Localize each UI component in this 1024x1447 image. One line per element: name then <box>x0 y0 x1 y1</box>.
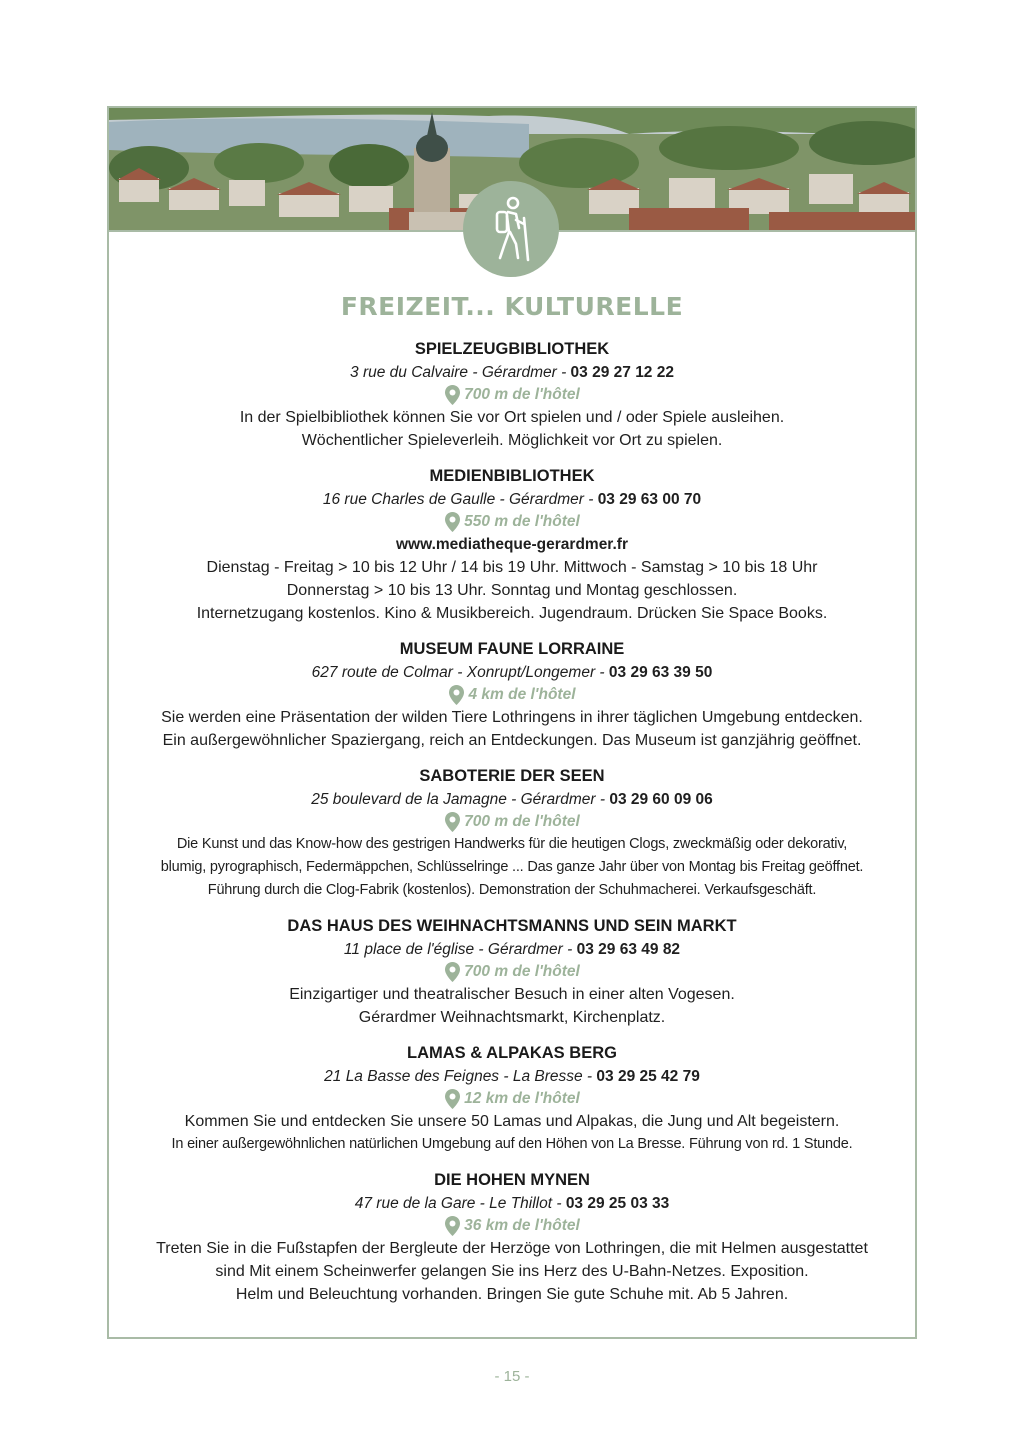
map-pin-icon <box>444 384 461 406</box>
distance <box>107 1088 917 1110</box>
distance-text: 700 m de l'hôtel <box>464 813 580 830</box>
address-text: 627 route de Colmar - Xonrupt/Longemer - <box>311 664 609 681</box>
list-item <box>107 765 917 902</box>
entry-name: SABOTERIE DER SEEN <box>419 767 605 785</box>
description-line: Treten Sie in die Fußstapfen der Bergleute der Herzöge von Lothringen, die mit Helmen ausgestattet <box>156 1240 868 1257</box>
distance <box>107 511 917 533</box>
map-pin-icon <box>444 961 461 983</box>
entry-address <box>107 1065 917 1088</box>
distance-text: 12 km de l'hôtel <box>464 1090 580 1107</box>
hiker-icon <box>480 194 542 264</box>
description-line: Einzigartiger und theatralischer Besuch in einer alten Vogesen. <box>289 986 735 1003</box>
map-pin-icon <box>444 1088 461 1110</box>
entry-name: MEDIENBIBLIOTHEK <box>429 467 595 485</box>
list-item <box>107 638 917 752</box>
distance-text: 36 km de l'hôtel <box>464 1217 580 1234</box>
distance-text: 550 m de l'hôtel <box>464 513 580 530</box>
website-link[interactable]: www.mediatheque-gerardmer.fr <box>396 536 628 553</box>
phone-number[interactable]: 03 29 60 09 06 <box>609 791 713 808</box>
map-pin-icon <box>444 811 461 833</box>
address-text: 25 boulevard de la Jamagne - Gérardmer - <box>311 791 610 808</box>
description-line: Donnerstag > 10 bis 13 Uhr. Sonntag und Montag geschlossen. <box>286 582 738 599</box>
distance-text: 700 m de l'hôtel <box>464 963 580 980</box>
entry-address <box>107 488 917 511</box>
description-line: In einer außergewöhnlichen natürlichen Umgebung auf den Höhen von La Bresse. Führung von rd. 1 Stunde. <box>171 1136 853 1152</box>
page-number: - 15 - <box>494 1368 530 1385</box>
distance <box>107 961 917 983</box>
description-line: Wöchentlicher Spieleverleih. Möglichkeit vor Ort zu spielen. <box>301 432 723 449</box>
address-text: 3 rue du Calvaire - Gérardmer - <box>350 364 571 381</box>
entry-name: LAMAS & ALPAKAS BERG <box>407 1044 617 1062</box>
entry-address <box>107 1192 917 1215</box>
distance-text: 4 km de l'hôtel <box>468 686 576 703</box>
description-line: blumig, pyrographisch, Federmäppchen, Schlüsselringe ... Das ganze Jahr über von Montag bis Freitag geöffnet. <box>160 859 864 875</box>
description-line: Dienstag - Freitag > 10 bis 12 Uhr / 14 bis 19 Uhr. Mittwoch - Samstag > 10 bis 18 Uhr <box>206 559 818 576</box>
description-line: Sie werden eine Präsentation der wilden Tiere Lothringens in ihrer täglichen Umgebung entdecken. <box>161 709 863 726</box>
list-item <box>107 1169 917 1306</box>
description-line: Führung durch die Clog-Fabrik (kostenlos). Demonstration der Schuhmacherei. Verkaufsgeschäft. <box>207 882 817 898</box>
distance <box>107 1215 917 1237</box>
entry-description <box>107 1237 917 1306</box>
description-line: Internetzugang kostenlos. Kino & Musikbereich. Jugendraum. Drücken Sie Space Books. <box>196 605 828 622</box>
phone-number[interactable]: 03 29 27 12 22 <box>570 364 674 381</box>
distance <box>107 384 917 406</box>
phone-number[interactable]: 03 29 63 49 82 <box>576 941 681 958</box>
entry-name: DAS HAUS DES WEIHNACHTSMANNS UND SEIN MARKT <box>287 917 737 935</box>
description-line: In der Spielbibliothek können Sie vor Ort spielen und / oder Spiele ausleihen. <box>239 409 785 426</box>
phone-number[interactable]: 03 29 25 03 33 <box>565 1195 670 1212</box>
entry-name: SPIELZEUGBIBLIOTHEK <box>414 340 610 358</box>
entry-address <box>107 361 917 384</box>
map-pin-icon <box>444 1215 461 1237</box>
distance <box>107 811 917 833</box>
entry-name: MUSEUM FAUNE LORRAINE <box>399 640 625 658</box>
distance-text: 700 m de l'hôtel <box>464 386 580 403</box>
description-line: Gérardmer Weihnachtsmarkt, Kirchenplatz. <box>358 1009 666 1026</box>
address-text: 16 rue Charles de Gaulle - Gérardmer - <box>322 491 598 508</box>
map-pin-icon <box>448 684 465 706</box>
description-line: Ein außergewöhnlicher Spaziergang, reich an Entdeckungen. Das Museum ist ganzjährig geöffnet. <box>162 732 862 749</box>
list-item <box>107 915 917 1029</box>
phone-number[interactable]: 03 29 63 39 50 <box>608 664 713 681</box>
description-line: Kommen Sie und entdecken Sie unsere 50 Lamas und Alpakas, die Jung und Alt begeistern. <box>184 1113 840 1130</box>
phone-number[interactable]: 03 29 63 00 70 <box>597 491 702 508</box>
entry-description <box>107 833 917 902</box>
entry-name: DIE HOHEN MYNEN <box>434 1171 590 1189</box>
list-item <box>107 1042 917 1156</box>
entry-description <box>107 556 917 625</box>
description-line: sind Mit einem Scheinwerfer gelangen Sie ins Herz des U-Bahn-Netzes. Exposition. <box>215 1263 809 1280</box>
entry-address <box>107 661 917 684</box>
address-text: 21 La Basse des Feignes - La Bresse - <box>324 1068 597 1085</box>
address-text: 11 place de l'église - Gérardmer - <box>343 941 577 958</box>
list-item <box>107 338 917 452</box>
entry-description <box>107 1110 917 1156</box>
entry-description <box>107 706 917 752</box>
entry-description <box>107 983 917 1029</box>
address-text: 47 rue de la Gare - Le Thillot - <box>354 1195 566 1212</box>
list-item <box>107 465 917 625</box>
description-line: Helm und Beleuchtung vorhanden. Bringen Sie gute Schuhe mit. Ab 5 Jahren. <box>235 1286 789 1303</box>
distance <box>107 684 917 706</box>
entries-list <box>107 338 917 1319</box>
entry-address <box>107 788 917 811</box>
entry-description <box>107 406 917 452</box>
map-pin-icon <box>444 511 461 533</box>
phone-number[interactable]: 03 29 25 42 79 <box>596 1068 700 1085</box>
hiker-badge <box>463 181 559 277</box>
page-title: FREIZEIT... KULTURELLE <box>340 292 684 321</box>
description-line: Die Kunst und das Know-how des gestrigen Handwerks für die heutigen Clogs, zweckmäßig oder dekorativ, <box>176 836 848 852</box>
entry-address <box>107 938 917 961</box>
